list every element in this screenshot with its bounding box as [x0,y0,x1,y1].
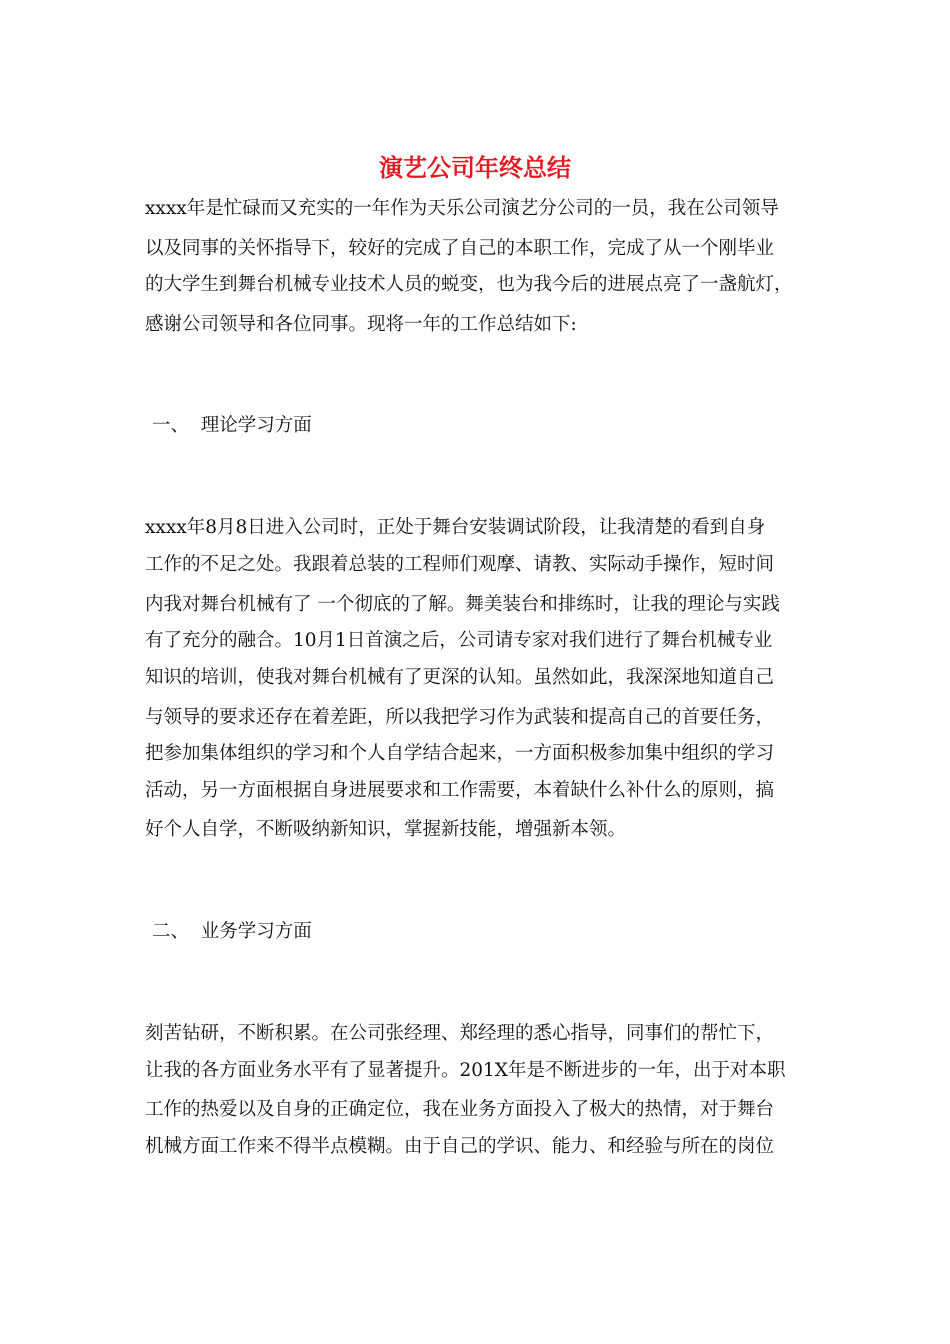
section2-line: 工作的热爱以及自身的正确定位，我在业务方面投入了极大的热情，对于舞台 [145,1099,775,1120]
section2-line: 让我的各方面业务水平有了显著提升。201X年是不断进步的一年，出于对本职 [145,1060,786,1081]
section1-line: xxxx年8月8日进入公司时，正处于舞台安装调试阶段，让我清楚的看到自身 [145,517,766,538]
section1-line: 有了充分的融合。10月1日首演之后，公司请专家对我们进行了舞台机械专业 [145,630,773,651]
section1-line: 知识的培训，使我对舞台机械有了更深的认知。虽然如此，我深深地知道自己 [145,667,775,688]
section1-line: 与领导的要求还存在着差距，所以我把学习作为武装和提高自己的首要任务， [145,707,775,728]
intro-line: xxxx年是忙碌而又充实的一年作为天乐公司演艺分公司的一员，我在公司领导 [145,198,779,219]
section1-line: 活动，另一方面根据自身进展要求和工作需要，本着缺什么补什么的原则，搞 [145,780,775,801]
section2-line: 机械方面工作来不得半点模糊。由于自己的学识、能力、和经验与所在的岗位 [145,1136,775,1157]
section1-line: 工作的不足之处。我跟着总装的工程师们观摩、请教、实际动手操作，短时间 [145,554,775,575]
section-heading-theory: 一、 理论学习方面 [152,415,312,436]
intro-line: 感谢公司领导和各位同事。现将一年的工作总结如下: [145,314,577,335]
section1-line: 好个人自学，不断吸纳新知识，掌握新技能，增强新本领。 [145,819,627,840]
document-title: 演艺公司年终总结 [379,153,571,182]
section2-line: 刻苦钻研，不断积累。在公司张经理、郑经理的悉心指导，同事们的帮忙下， [145,1023,775,1044]
intro-line: 的大学生到舞台机械专业技术人员的蜕变，也为我今后的进展点亮了一盏航灯， [145,274,793,295]
intro-line: 以及同事的关怀指导下，较好的完成了自己的本职工作，完成了从一个刚毕业 [145,238,775,259]
section-heading-business: 二、 业务学习方面 [152,921,312,942]
section1-line: 内我对舞台机械有了 一个彻底的了解。舞美装台和排练时，让我的理论与实践 [145,594,780,615]
section1-line: 把参加集体组织的学习和个人自学结合起来，一方面积极参加集中组织的学习 [145,743,775,764]
